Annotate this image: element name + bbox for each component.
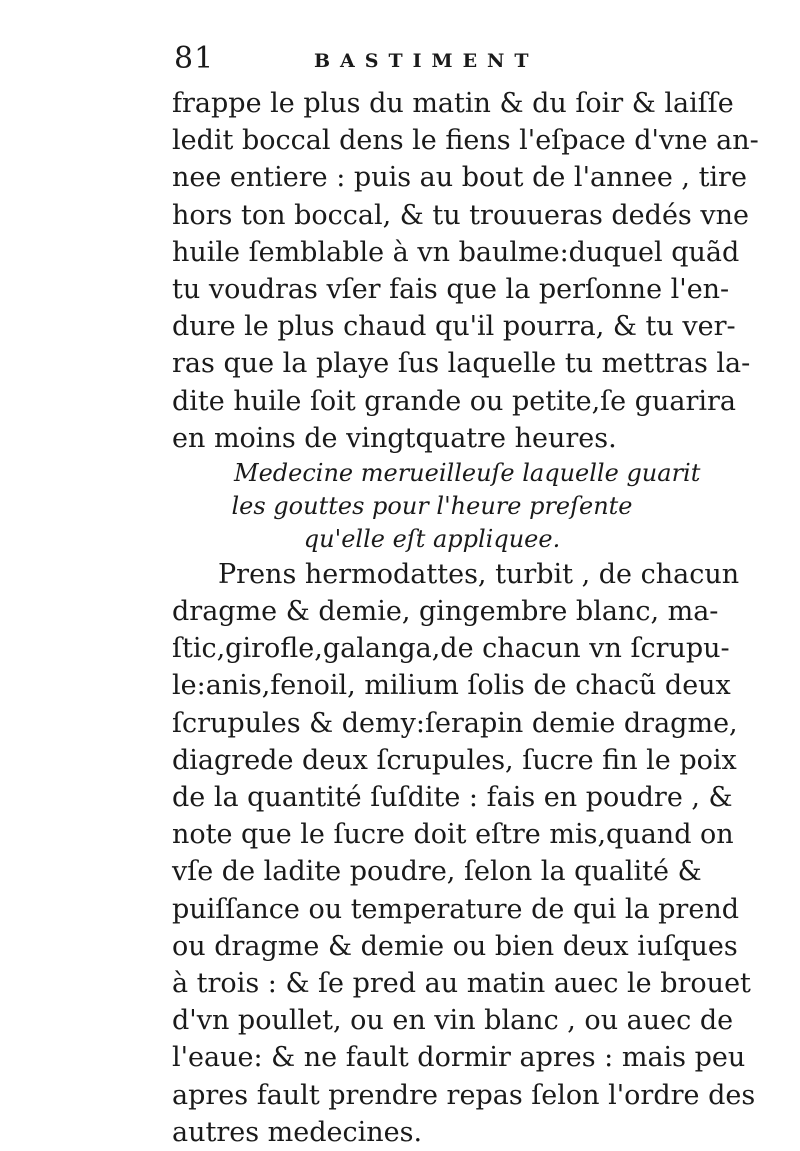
text-line: en moins de vingtquatre heures. [172, 422, 617, 454]
text-line: de la quantité ſuſdite : fais en poudre , & [172, 782, 733, 813]
text-block [172, 85, 759, 1151]
heading-line: Medecine merueilleuſe laquelle guarit [234, 458, 701, 487]
text-line: ſtic,girofle,galanga,de chacun vn ſcrupu- [172, 633, 730, 665]
text-line: ou dragme & demie ou bien deux iuſques [172, 930, 738, 962]
text-line: l'eaue: & ne fault dormir apres : mais peu [172, 1042, 746, 1074]
heading-line: qu'elle eſt appliquee. [303, 524, 561, 553]
text-line: apres fault prendre repas ſelon l'ordre des [172, 1079, 756, 1111]
running-title: BASTIMENT [314, 50, 539, 72]
text-line: ras que la playe ſus laquelle tu mettras la- [172, 348, 751, 380]
text-line: le:anis,fenoil, milium ſolis de chacũ deux [172, 670, 731, 702]
text-line: dure le plus chaud qu'il pourra, & tu ver- [172, 311, 736, 343]
text-line: tu voudras vſer fais que la perſonne l'en- [172, 273, 730, 305]
text-line: d'vn poullet, ou en vin blanc , ou auec de [172, 1005, 734, 1037]
paragraph-remedy-continued [172, 85, 759, 457]
text-line: ledit boccal dens le fiens l'eſpace d'vne an- [172, 125, 759, 157]
text-line: nee entiere : puis au bout de l'annee , tire [172, 162, 747, 194]
text-line: note que le ſucre doit eſtre mis,quand on [172, 819, 734, 851]
paragraph-gout-remedy [172, 556, 756, 1151]
text-line: vſe de ladite poudre, ſelon la qualité & [172, 856, 702, 888]
text-line: frappe le plus du matin & du ſoir & laiſſe [172, 88, 734, 119]
text-line: à trois : & ſe pred au matin auec le brouet [172, 967, 751, 999]
page-header [174, 38, 694, 78]
text-line: autres medecines. [172, 1116, 423, 1148]
heading-line: les gouttes pour l'heure preſente [231, 491, 633, 520]
text-line: dragme & demie, gingembre blanc, ma- [172, 596, 719, 628]
text-line: Prens hermodattes, turbit , de chacun [218, 558, 740, 590]
section-heading [172, 457, 701, 556]
text-line: ſcrupules & demy:ſerapin demie dragme, [172, 707, 738, 739]
text-line: dite huile ſoit grande ou petite,ſe guarira [172, 385, 737, 417]
text-line: diagrede deux ſcrupules, ſucre fin le poix [172, 744, 737, 776]
text-line: puiſſance ou temperature de qui la prend [172, 893, 739, 925]
page-number: 81 [174, 41, 215, 76]
text-line: hors ton boccal, & tu trouueras dedés vne [172, 199, 749, 231]
text-line: huile ſemblable à vn baulme:duquel quãd [172, 236, 740, 268]
